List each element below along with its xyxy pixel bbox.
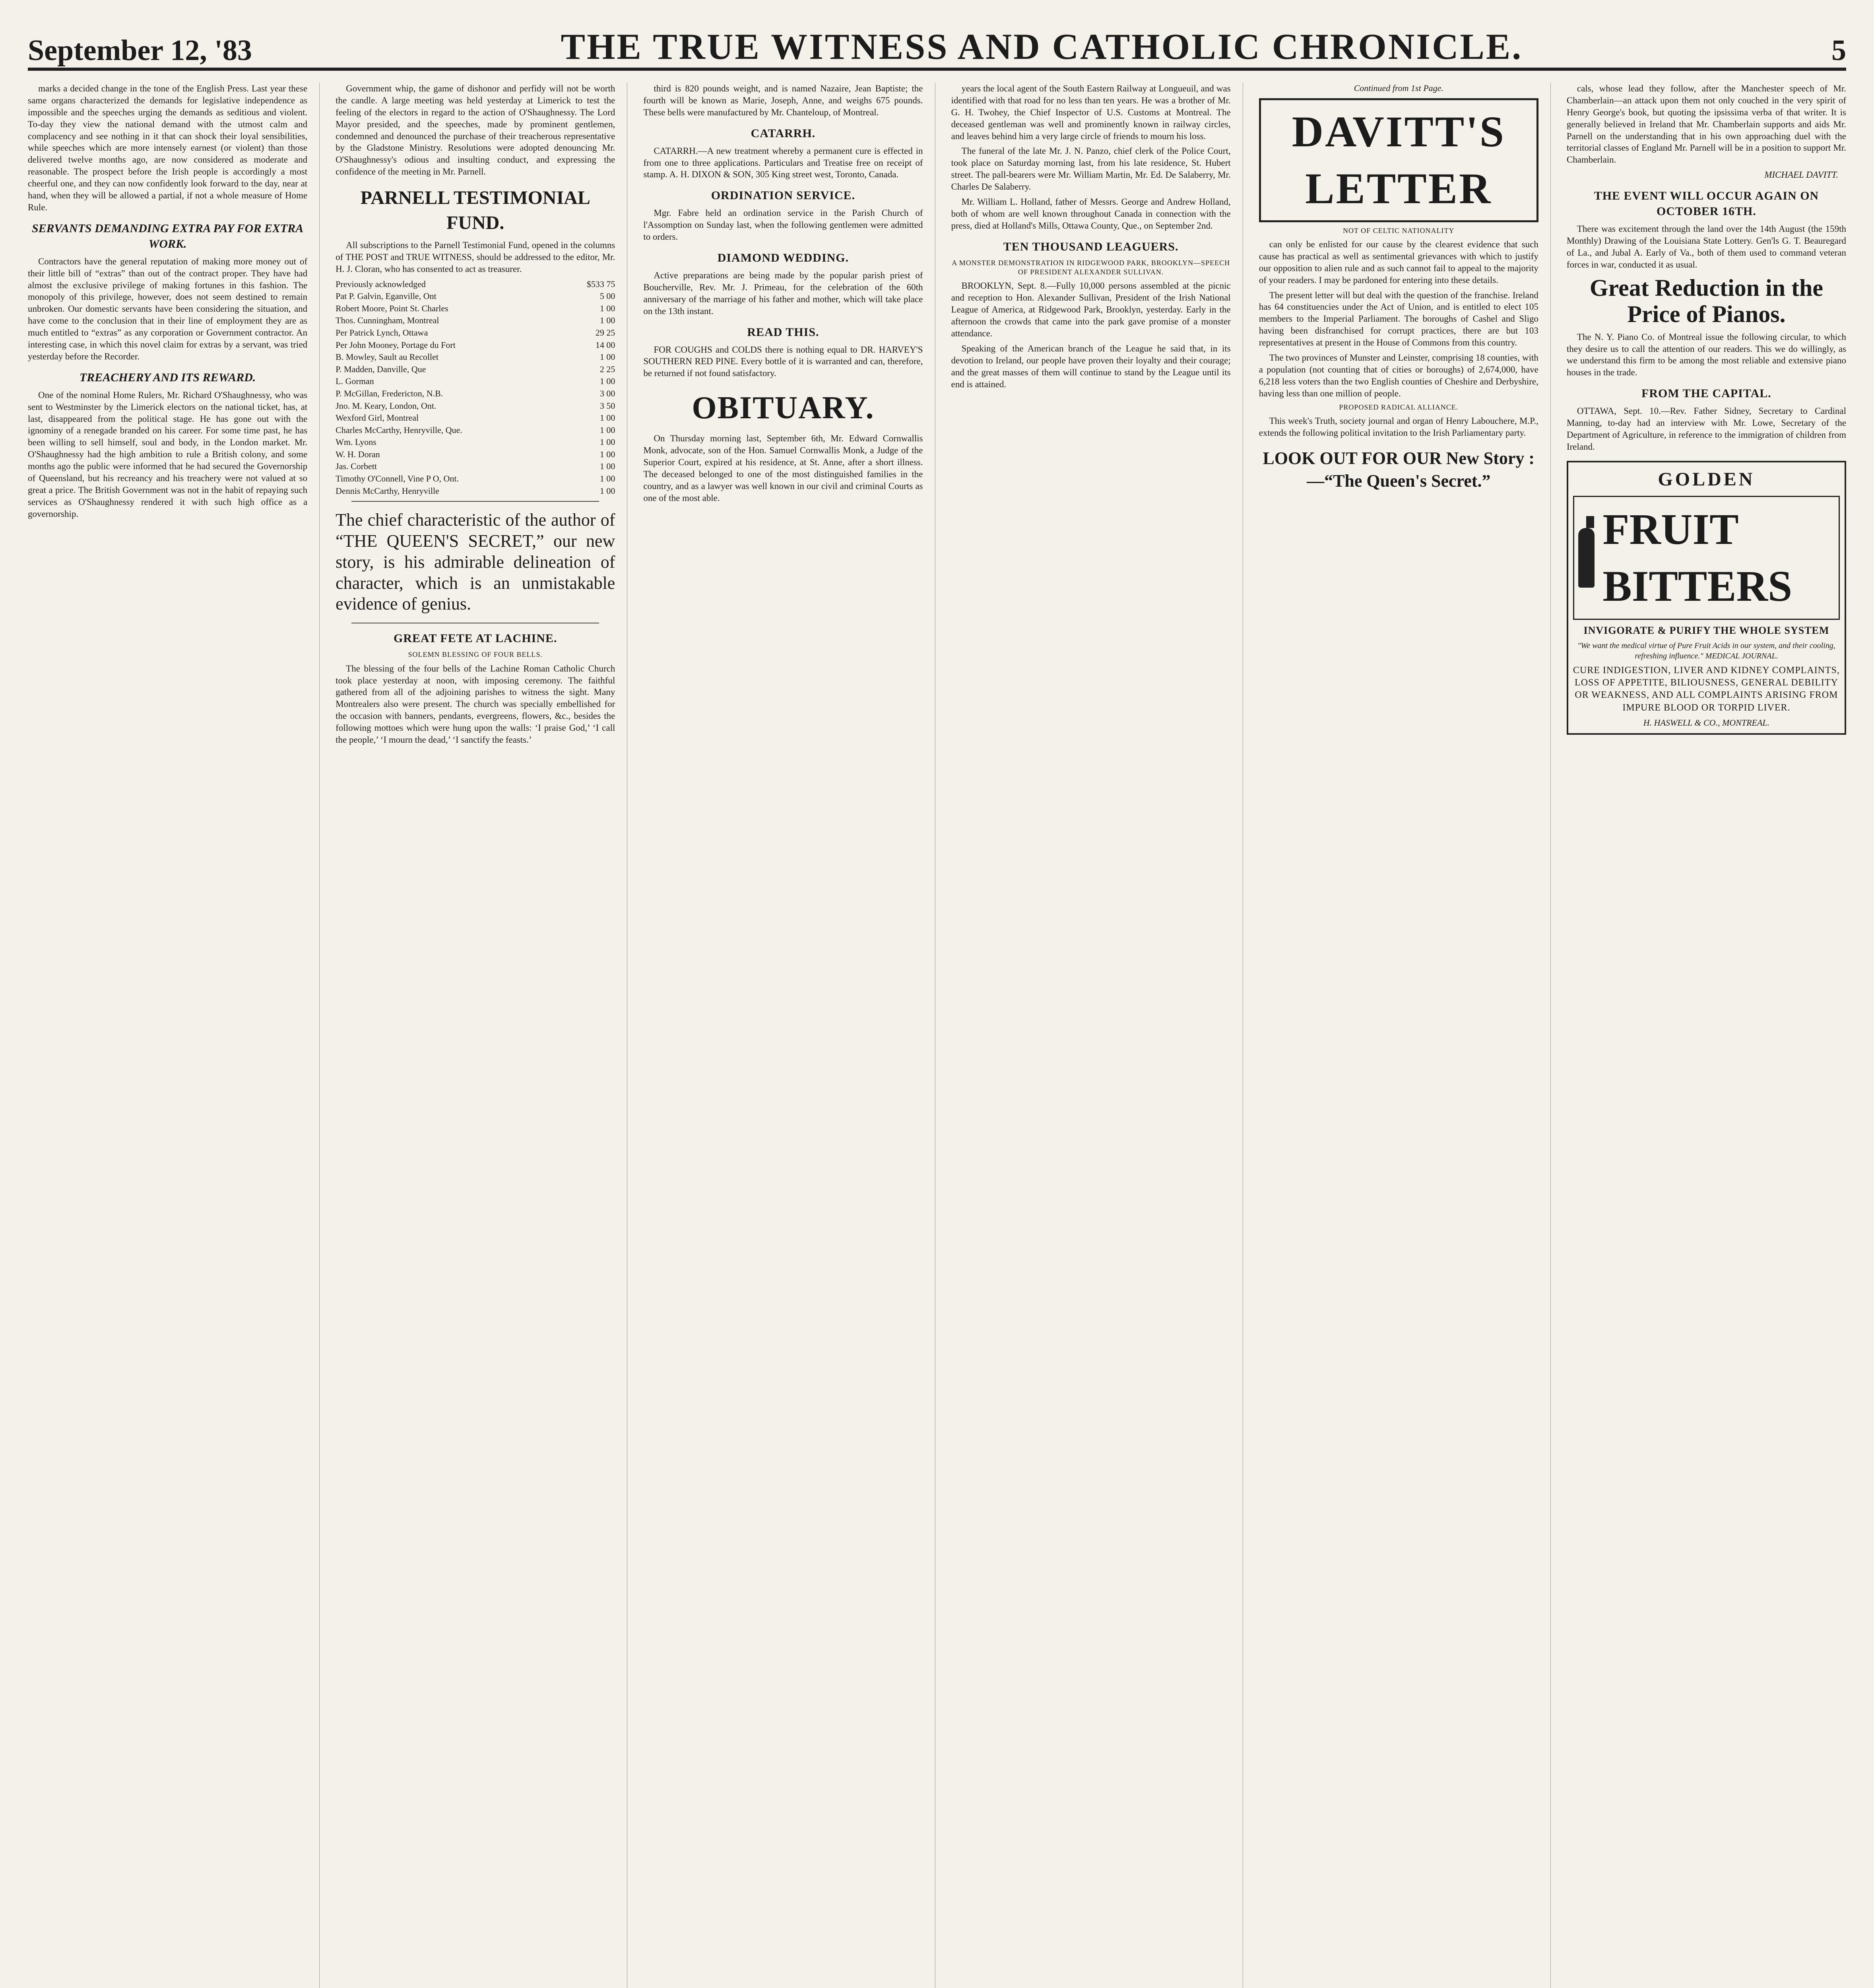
subscription-row [336,290,615,303]
article-text: BROOKLYN, Sept. 8.—Fully 10,000 persons assembled at the picnic and reception to Hon. Alexander Sullivan, President of the Irish National League of America, at Ridgewood Park, Brooklyn, yesterday. Early in the afternoon the crowds that came into the park gave promise of a monster attendance. [951,281,1231,339]
article-text: third is 820 pounds weight, and is named Nazaire, Jean Baptiste; the fourth will be known as Marie, Joseph, Anne, and weighs 675 pounds. These bells were manufactured by Mr. Chanteloup, of Montreal. [643,83,923,117]
subscriber-name: Pat P. Galvin, Eganville, Ont [336,291,436,301]
subscription-amount: 29 25 [595,327,615,338]
subscriber-name: Jno. M. Keary, London, Ont. [336,400,436,411]
subscription-row [336,400,615,412]
subscription-amount: 5 00 [599,291,615,301]
article-text: There was excitement through the land over the 14th August (the 159th Monthly) Drawing of the Louisiana State Lottery. Gen'ls G. T. Beauregard of La., and Jubal A. Early of Va., both of them used to command veteran forces in war, conducted it as usual. [1566,224,1847,270]
article-subheading: PROPOSED RADICAL ALLIANCE. [1339,403,1459,411]
subscriber-name: Previously acknowledged [336,279,426,289]
column-6 [1567,83,1846,1988]
subscription-amount: 1 00 [599,449,615,459]
subscriber-name: W. H. Doran [336,449,380,459]
subscription-row [336,278,615,291]
subscription-amount: 3 00 [599,388,615,398]
ad-benefits: CURE INDIGESTION, LIVER AND KIDNEY COMPLAINTS, LOSS OF APPETITE, BILIOUSNESS, GENERAL DEBILITY OR WEAKNESS, AND ALL COMPLAINTS ARISING FROM IMPURE BLOOD OR TORPID LIVER. [1573,665,1840,713]
subscriber-name: Thos. Cunningham, Montreal [336,315,439,326]
article-text: On Thursday morning last, September 6th, Mr. Edward Cornwallis Monk, advocate, son of the Hon. Samuel Cornwallis Monk, a Judge of the Superior Court, expired at his residence, at St. Anne, after a short illness. The deceased belonged to one of the most distinguished families in the country, and as a lawyer was well known in our civil and criminal Courts as one of the most able. [643,433,923,503]
column-1 [28,83,320,1988]
fruit-bitters-ad [1567,461,1846,735]
article-subheading: NOT OF CELTIC NATIONALITY [1343,226,1455,235]
subscriber-name: P. Madden, Danville, Que [336,364,426,374]
article-text: The present letter will but deal with the question of the franchise. Ireland has 64 constituencies under the Act of Union, and is entitled to elect 105 members to the Imperial Parliament. The boroughs of Cashel and Sligo having been disfranchised for corrupt practices, there are but 103 representatives at present in the House of Commons from this country. [1259,290,1538,348]
subscription-row [336,327,615,339]
subscription-row [336,460,615,473]
masthead [28,16,1846,71]
obituary-heading: OBITUARY. [692,390,875,426]
subscriber-name: B. Mowley, Sault au Recollet [336,352,439,362]
subscription-row [336,388,615,400]
article-text: can only be enlisted for our cause by the clearest evidence that such cause has practical as well as sentimental grievances with which to justify our opposition to alien rule and as such cannot fail to appeal to the majority of your readers. I may be pardoned for entering into these details. [1259,239,1538,285]
article-heading: SERVANTS DEMANDING EXTRA PAY FOR EXTRA WORK. [31,221,304,250]
subscriber-name: Robert Moore, Point St. Charles [336,303,448,313]
ad-product-name: FRUIT BITTERS [1602,505,1793,611]
fund-heading: PARNELL TESTIMONIAL FUND. [360,187,590,233]
article-text: CATARRH.—A new treatment whereby a permanent cure is effected in from one to three applications. Particulars and Treatise free on receipt of stamp. A. H. DIXON & SON, 305 King street west, Toronto, Canada. [643,146,923,180]
subscription-amount: $533 75 [586,279,615,289]
subscriber-name: P. McGillan, Fredericton, N.B. [336,388,443,398]
subscription-row [336,436,615,448]
subscription-row [336,303,615,315]
article-text: Active preparations are being made by the popular parish priest of Boucherville, Rev. Mr. J. Primeau, for the celebration of the 60th anniversary of the marriage of his father and mother, which will take place on the 13th instant. [643,270,923,316]
column-2 [336,83,627,1988]
article-text: years the local agent of the South Eastern Railway at Longueuil, and was identified with that road for no less than ten years. He was a brother of Mr. G. H. Twohey, the Chief Inspector of U.S. Customs at Montreal. The deceased gentleman was well and prominently known in railway circles, and leaves behind him a very large circle of friends to mourn his loss. [951,83,1231,141]
article-subheading: A MONSTER DEMONSTRATION IN RIDGEWOOD PARK, BROOKLYN—SPEECH OF PRESIDENT ALEXANDER SULLIVAN. [952,258,1230,276]
article-text: Speaking of the American branch of the League he said that, in its devotion to Ireland, our people have proven their loyalty and their courage; and the great masses of them will continue to stand by the League until its end is attained. [951,343,1231,389]
subscriber-name: L. Gorman [336,376,374,386]
subscriber-name: Dennis McCarthy, Henryville [336,485,439,496]
subscription-row [336,473,615,485]
signature: MICHAEL DAVITT. [1764,170,1839,180]
column-3 [643,83,935,1988]
subscription-amount: 1 00 [599,485,615,496]
article-text: OTTAWA, Sept. 10.—Rev. Father Sidney, Secretary to Cardinal Manning, to-day had an interview with Mr. Lowe, Secretary of the Department of Agriculture, in reference to the immigration of children from Ireland. [1566,406,1847,452]
continued-note: Continued from 1st Page. [1354,83,1443,93]
story-callout: The chief characteristic of the author of “THE QUEEN'S SECRET,” our new story, is his admirable delineation of character, which is an unmistakable evidence of genius. [336,510,615,614]
subscription-row [336,363,615,376]
subscriptions-table [336,278,615,497]
article-subheading: SOLEMN BLESSING OF FOUR BELLS. [408,650,543,659]
subscription-row [336,375,615,388]
article-text: The N. Y. Piano Co. of Montreal issue the following circular, to which they desire us to call the attention of our readers. This we do willingly, as we understand this firm to be among the most reliable and extensive piano houses in the trade. [1566,332,1847,378]
subscriber-name: Charles McCarthy, Henryville, Que. [336,425,462,435]
column-4 [951,83,1243,1988]
ad-head: GOLDEN [1658,468,1755,490]
ad-tagline: INVIGORATE & PURIFY THE WHOLE SYSTEM [1583,625,1829,637]
subscriber-name: Timothy O'Connell, Vine P O, Ont. [336,474,459,484]
subscription-row [336,412,615,424]
subscription-amount: 1 00 [599,352,615,362]
article-text: Government whip, the game of dishonor and perfidy will not be worth the candle. A large meeting was held yesterday at Limerick to test the feeling of the electors in regard to the action of O'Shaughnessy. The Lord Mayor presided, and the speeches, made by prominent gentlemen, condemned and denounced the purchase of their treacherous representative by the Gladstone Ministry. Resolutions were adopted denouncing Mr. O'Shaughnessy's odious and insulting conduct, and expressing the confidence of the meeting in Mr. Parnell. [336,83,615,177]
ad-main [1573,496,1840,620]
article-heading: ORDINATION SERVICE. [711,189,856,202]
subscription-amount: 1 00 [599,474,615,484]
subscription-row [336,424,615,437]
page-number: 5 [1831,34,1846,67]
subscription-amount: 1 00 [599,425,615,435]
new-story-notice: LOOK OUT FOR OUR New Story :—“The Queen's Secret.” [1263,448,1535,491]
column-5 [1259,83,1551,1988]
subscription-row [336,448,615,461]
subscriber-name: Jas. Corbett [336,461,377,472]
article-heading: DIAMOND WEDDING. [717,251,849,265]
article-heading: GREAT FETE AT LACHINE. [393,632,557,645]
article-heading: READ THIS. [747,325,819,339]
subscriber-name: Wm. Lyons [336,437,376,447]
article-text: cals, whose lead they follow, after the Manchester speech of Mr. Chamberlain—an attack upon them not only couched in the very spirit of Henry George's book, but quoting the ipsissima verba of that writer. It is generally believed in Ireland that Mr. Chamberlain supports and aids Mr. Parnell on the understanding that in his own approaching duel with the territorial classes of England Mr. Parnell will be in a position to support Mr. Chamberlain. [1566,83,1847,165]
subscription-row [336,485,615,497]
subscription-amount: 1 00 [599,376,615,386]
article-text: The blessing of the four bells of the Lachine Roman Catholic Church took place yesterday at noon, with imposing ceremony. The faithful gathered from all of the adjoining parishes to witness the sight. Many Montrealers also were present. The church was specially embellished for the occasion with banners, pendants, evergreens, flowers, &c., besides the following mottoes which were hung upon the walls: ‘I praise God,’ ‘I call the people,’ ‘I mourn the dead,’ ‘I sanctify the feasts.’ [336,663,615,745]
newspaper-title: THE TRUE WITNESS AND CATHOLIC CHRONICLE. [561,26,1523,67]
subscriber-name: Wexford Girl, Montreal [336,413,419,423]
article-text: One of the nominal Home Rulers, Mr. Richard O'Shaughnessy, who was sent to Westminster by the Limerick electors on the national ticket, has, at last, disappeared from the political stage. He has gone out with the ignominy of a renegade branded on his career. For some time past, he has been willing to sell himself, soul and body, in the London market. Mr. O'Shaughnessy had the high ambition to rule a British colony, and some months ago the public were informed that he had secured the Governorship of Queensland, but his recreancy and his treachery were not valued at so great a price. The British Government was not in the habit of repaying such services as O'Shaughnessy rendered it with such high office as a governorship. [28,390,308,519]
davitt-letter-heading: DAVITT'S LETTER [1259,98,1538,222]
subscription-amount: 3 50 [599,400,615,411]
article-text: FOR COUGHS and COLDS there is nothing equal to DR. HARVEY'S SOUTHERN RED PINE. Every bottle of it is warranted and can, therefore, be returned if not found satisfactory. [643,344,923,379]
article-text: Mr. William L. Holland, father of Messrs. George and Andrew Holland, both of whom are well known throughout Canada in connection with the press, died at Holland's Mills, Ottawa County, Que., on September 2nd. [951,197,1231,231]
subscriber-name: Per John Mooney, Portage du Fort [336,340,456,350]
ad-quote: "We want the medical virtue of Pure Fruit Acids in our system, and their cooling, refreshing influence." MEDICAL JOURNAL. [1577,641,1835,660]
article-text: Mgr. Fabre held an ordination service in the Parish Church of l'Assomption on Sunday last, when the following gentlemen were admitted to orders. [643,208,923,242]
issue-date: September 12, '83 [28,34,252,67]
piano-ad-title: Great Reduction in the Price of Pianos. [1589,274,1824,327]
subscription-amount: 1 00 [599,461,615,472]
subscription-amount: 14 00 [595,340,615,350]
article-heading: TEN THOUSAND LEAGUERS. [1003,240,1179,253]
divider [351,501,599,502]
subscription-amount: 1 00 [599,413,615,423]
article-text: Contractors have the general reputation of making more money out of their little bill of “extras” than out of the contract proper. They have had almost the exclusive privilege of making fortunes in this fashion. The monopoly of this privilege, however, does not seem destined to remain unbroken. Our domestic servants have been considering the situation, and have come to the conclusion that in their line of employment they are as much entitled to “extras” as any corporation or Government contractor. An interesting case, in which this novel claim for extras by a servant, was tried yesterday before the Recorder. [28,256,308,361]
subscription-amount: 1 00 [599,303,615,313]
article-heading: TREACHERY AND ITS REWARD. [79,371,256,384]
subscription-row [336,351,615,363]
subscriber-name: Per Patrick Lynch, Ottawa [336,327,428,338]
article-heading: FROM THE CAPITAL. [1641,387,1771,400]
subscription-amount: 1 00 [599,437,615,447]
subscription-amount: 2 25 [599,364,615,374]
subscription-row [336,339,615,351]
article-text: The two provinces of Munster and Leinster, comprising 18 counties, with a population (not counting that of cities or boroughs) of 2,674,000, have 6,218 less voters than the two English counties of Cheshire and Derbyshire, having less than one million of people. [1259,353,1538,398]
article-heading: CATARRH. [751,126,816,140]
bottle-icon [1578,528,1595,588]
article-heading: THE EVENT WILL OCCUR AGAIN ON OCTOBER 16TH. [1594,189,1819,218]
subscription-amount: 1 00 [599,315,615,326]
article-text: This week's Truth, society journal and organ of Henry Labouchere, M.P., extends the following political invitation to the Irish Parliamentary party. [1259,415,1538,438]
ad-maker: H. HASWELL & CO., MONTREAL. [1643,717,1770,728]
article-text: marks a decided change in the tone of the English Press. Last year these same organs characterized the demands for legislative independence as impossible and the speeches urging the demands as seditious and violent. To-day they view the national demand with the utmost calm and complacency and see nothing in it that can shock their loyal sensibilities, while speeches which are more intensely earnest (or violent) than those delivered twelve months ago, are now considered as moderate and reasonable. The prospect before the Irish people is accordingly a most cheerful one, and they can now confidently look forward to the day, near at hand, when they will be allowed a partial, if not a whole measure of Home Rule. [28,83,308,212]
columns [28,83,1846,1988]
article-text: All subscriptions to the Parnell Testimonial Fund, opened in the columns of THE POST and TRUE WITNESS, should be addressed to the editor, Mr. H. J. Cloran, who has consented to act as treasurer. [336,240,615,274]
article-text: The funeral of the late Mr. J. N. Panzo, chief clerk of the Police Court, took place on Saturday morning last, from his late residence, St. Hubert street. The pall-bearers were Mr. William Martin, Mr. Ed. De Salaberry, Mr. Charles De Salaberry. [951,146,1231,192]
subscription-row [336,315,615,327]
